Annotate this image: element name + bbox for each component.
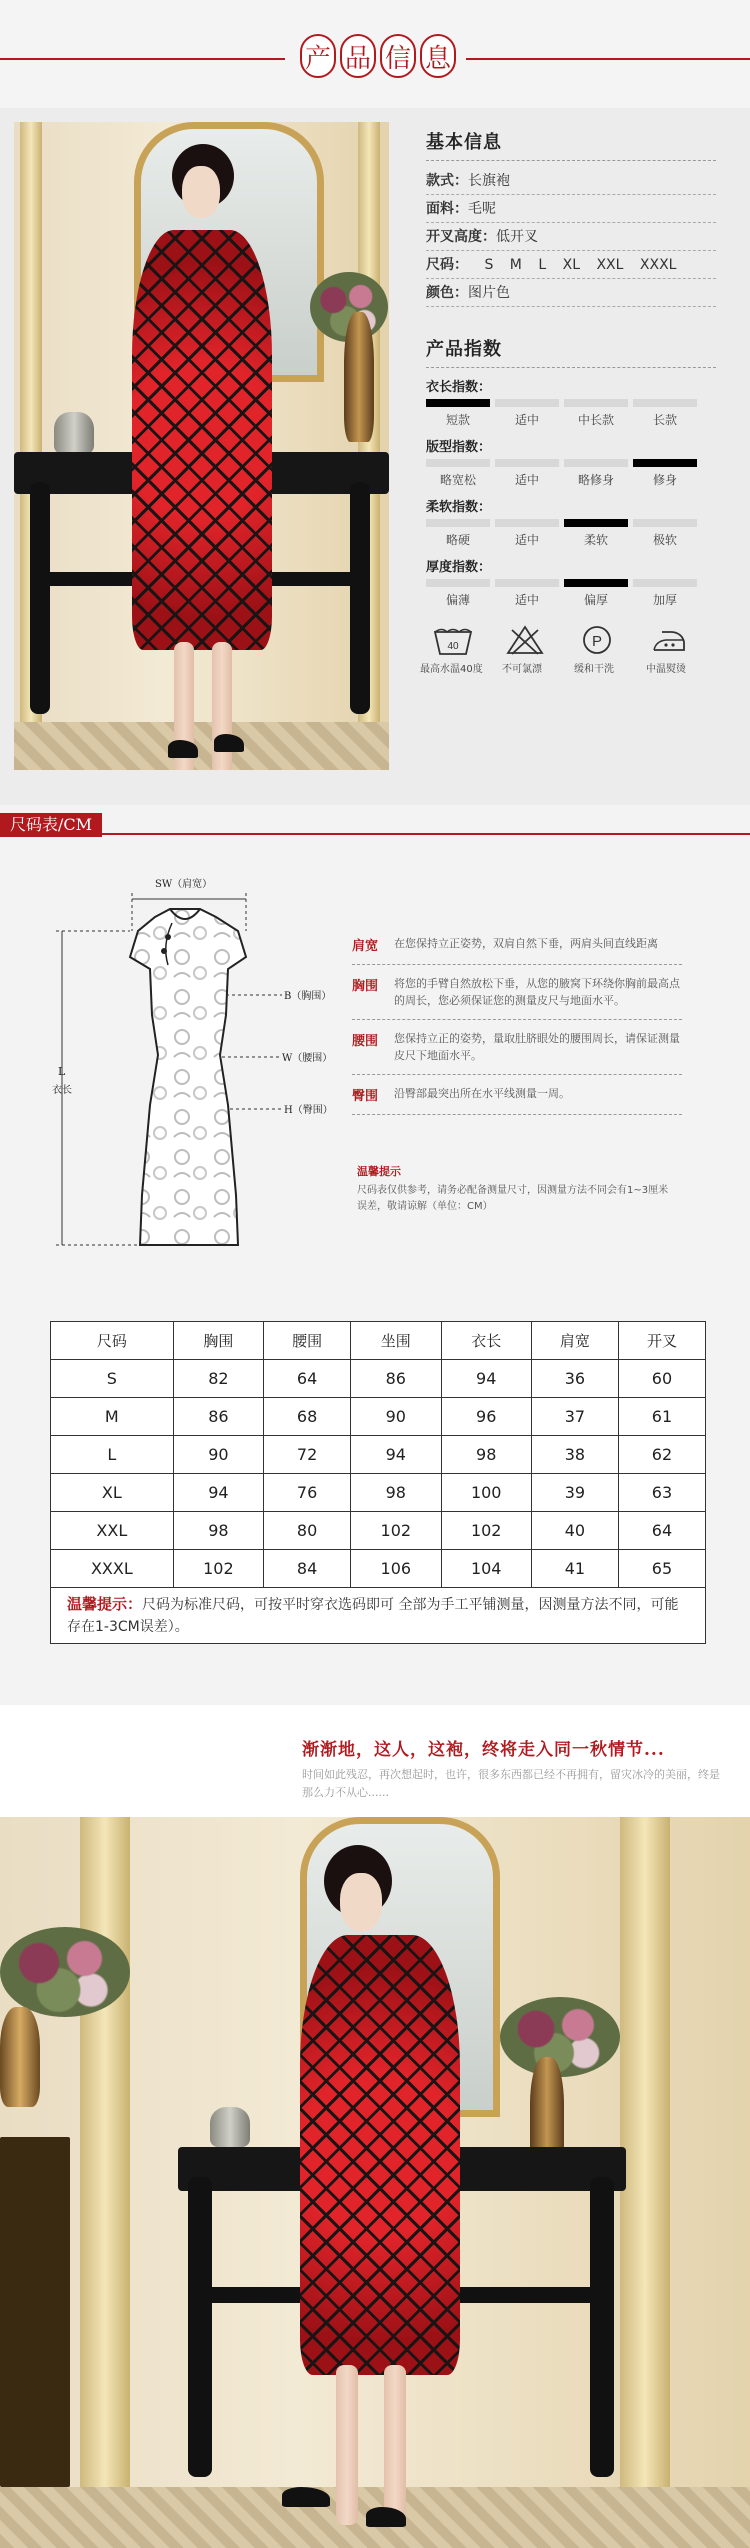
index-label: 中长款 — [577, 413, 614, 427]
index-segment — [426, 459, 490, 467]
measure-key: 肩宽 — [352, 939, 379, 954]
care-item — [570, 624, 624, 675]
table-cell: 37 — [531, 1398, 618, 1436]
table-cell: 90 — [173, 1436, 263, 1474]
table-cell: 64 — [618, 1512, 705, 1550]
index-labels — [426, 471, 716, 488]
index-segment — [495, 459, 559, 467]
title-char: 品 — [340, 34, 376, 78]
index-label: 长款 — [652, 413, 677, 427]
table-cell: 76 — [264, 1474, 351, 1512]
table-cell: 106 — [351, 1550, 441, 1588]
title-char: 信 — [380, 34, 416, 78]
measure-desc: 将您的手臂自然放松下垂，从您的腋窝下环绕你胸前最高点的周长，您必须保证您的测量皮尺与地面水平。 — [394, 977, 680, 1007]
table-header-cell: 坐围 — [351, 1322, 441, 1360]
index-segment — [633, 579, 697, 587]
label-l: L — [58, 1065, 66, 1078]
product-info-section — [0, 0, 750, 805]
table-cell: XXXL — [51, 1550, 174, 1588]
iron-medium-icon — [648, 624, 690, 656]
slogan-body: 时间如此残忍，再次想起时，也许，很多东西都已经不再拥有，留灾冰冷的美丽，终是那么力不从心...... — [302, 1768, 720, 1799]
index-segment-selected — [633, 459, 697, 467]
index-label: 柔软 — [583, 533, 608, 547]
table-row — [51, 1512, 706, 1550]
no-bleach-icon — [504, 624, 546, 656]
size-tip — [357, 1163, 677, 1215]
size-tip-text: 尺码表仅供参考，请务必配备测量尺寸，因测量方法不同会有1~3厘米误差，敬请谅解（单位：CM） — [357, 1185, 669, 1212]
index-bar — [426, 459, 716, 467]
info-value: 图片色 — [468, 285, 510, 301]
table-header-cell: 肩宽 — [531, 1322, 618, 1360]
index-label: 极软 — [652, 533, 677, 547]
info-value: 长旗袍 — [468, 173, 510, 189]
table-cell: 64 — [264, 1360, 351, 1398]
index-label: 加厚 — [652, 593, 677, 607]
size-table — [50, 1321, 706, 1644]
index-label: 短款 — [445, 413, 470, 427]
table-cell: 98 — [351, 1474, 441, 1512]
table-header-cell: 腰围 — [264, 1322, 351, 1360]
label-h: H（臀围） — [284, 1105, 333, 1116]
table-cell: 38 — [531, 1436, 618, 1474]
index-labels — [426, 591, 716, 608]
care-label: 最高水温40度 — [420, 664, 483, 675]
table-cell: 62 — [618, 1436, 705, 1474]
table-note-row — [51, 1588, 706, 1644]
label-w: W（腰围） — [282, 1053, 333, 1064]
care-label: 缓和干洗 — [574, 664, 614, 675]
index-bar — [426, 519, 716, 527]
index-title: 版型指数： — [426, 440, 492, 455]
size-divider — [0, 833, 750, 835]
table-note — [51, 1588, 706, 1644]
index-title: 柔软指数： — [426, 500, 492, 515]
table-cell: 104 — [441, 1550, 531, 1588]
info-key: 颜色： — [426, 285, 468, 301]
index-segment — [495, 519, 559, 527]
table-cell: XXL — [51, 1512, 174, 1550]
info-key: 尺码： — [426, 257, 468, 273]
table-header-cell: 衣长 — [441, 1322, 531, 1360]
table-cell: 68 — [264, 1398, 351, 1436]
table-header-row — [51, 1322, 706, 1360]
index-label: 适中 — [514, 533, 539, 547]
basic-info-heading: 基本信息 — [426, 132, 502, 153]
index-title: 衣长指数： — [426, 380, 492, 395]
table-note-body: 尺码为标准尺码，可按平时穿衣选码即可 全部为手工平铺测量，因测量方法不同，可能存在1-3CM误差）。 — [67, 1597, 679, 1635]
index-labels — [426, 531, 716, 548]
info-key: 款式： — [426, 173, 468, 189]
dry-clean-icon — [576, 624, 618, 656]
info-style-row — [426, 167, 716, 195]
index-segment — [426, 519, 490, 527]
size-chart-section — [0, 805, 750, 1705]
product-photo-lifestyle — [0, 1817, 750, 2548]
index-label: 略宽松 — [439, 473, 476, 487]
table-cell: 36 — [531, 1360, 618, 1398]
table-cell: 102 — [441, 1512, 531, 1550]
label-b: B（胸围） — [284, 991, 332, 1002]
info-value: 毛呢 — [468, 201, 496, 217]
table-cell: 84 — [264, 1550, 351, 1588]
table-cell: 100 — [441, 1474, 531, 1512]
table-cell: XL — [51, 1474, 174, 1512]
info-key: 开叉高度： — [426, 229, 496, 245]
info-fabric-row — [426, 195, 716, 223]
title-divider-right — [466, 58, 750, 60]
label-length: 衣长 — [52, 1085, 72, 1096]
table-cell: 90 — [351, 1398, 441, 1436]
wash-temp: 40 — [447, 641, 459, 652]
size-chart-tag: 尺码表/CM — [0, 813, 102, 837]
index-bar — [426, 399, 716, 407]
index-segment — [495, 399, 559, 407]
table-cell: 82 — [173, 1360, 263, 1398]
index-label: 偏厚 — [583, 593, 608, 607]
index-title: 厚度指数： — [426, 560, 492, 575]
care-label: 不可氯漂 — [502, 664, 542, 675]
size-option: XL — [562, 257, 580, 273]
title-char: 息 — [420, 34, 456, 78]
table-row — [51, 1436, 706, 1474]
index-segment — [564, 399, 628, 407]
index-label: 适中 — [514, 413, 539, 427]
index-label: 略修身 — [577, 473, 614, 487]
table-cell: 72 — [264, 1436, 351, 1474]
title-char: 产 — [300, 34, 336, 78]
table-cell: 94 — [173, 1474, 263, 1512]
index-label: 偏薄 — [445, 593, 470, 607]
table-cell: 65 — [618, 1550, 705, 1588]
product-photo-front — [14, 122, 389, 770]
size-option: L — [538, 257, 547, 273]
svg-text:P: P — [591, 633, 603, 650]
index-segment-selected — [426, 399, 490, 407]
info-slit-row — [426, 223, 716, 251]
slogan-block — [302, 1735, 722, 1802]
info-size-row — [426, 251, 716, 279]
table-cell: 40 — [531, 1512, 618, 1550]
table-header-cell: 胸围 — [173, 1322, 263, 1360]
table-cell: 96 — [441, 1398, 531, 1436]
size-option: M — [509, 257, 522, 273]
table-row — [51, 1360, 706, 1398]
table-cell: 94 — [351, 1436, 441, 1474]
table-row — [51, 1550, 706, 1588]
table-cell: 63 — [618, 1474, 705, 1512]
table-cell: 80 — [264, 1512, 351, 1550]
lifestyle-section — [0, 1705, 750, 2548]
section-title — [300, 34, 456, 78]
slogan-headline: 渐渐地，这人，这袍，终将走入同一秋情节... — [302, 1740, 665, 1760]
measure-desc: 在您保持立正姿势，双肩自然下垂，两肩头间直线距离 — [394, 937, 658, 950]
index-label: 适中 — [514, 473, 539, 487]
info-panel — [420, 128, 716, 675]
table-header-cell: 尺码 — [51, 1322, 174, 1360]
index-bar — [426, 579, 716, 587]
measure-row — [352, 965, 682, 1020]
index-segment — [633, 519, 697, 527]
indices-heading: 产品指数 — [426, 339, 502, 360]
table-cell: 102 — [173, 1550, 263, 1588]
index-segment-selected — [564, 519, 628, 527]
measure-key: 胸围 — [352, 979, 379, 994]
care-label: 中温熨烫 — [646, 664, 686, 675]
table-cell: M — [51, 1398, 174, 1436]
size-tip-title: 温馨提示 — [357, 1165, 401, 1178]
info-value: 低开叉 — [496, 229, 538, 245]
care-item — [420, 624, 483, 675]
measure-row — [352, 1020, 682, 1075]
index-segment-selected — [564, 579, 628, 587]
index-label: 修身 — [652, 473, 677, 487]
indices-list — [426, 376, 716, 608]
info-color-row — [426, 279, 716, 307]
table-cell: 39 — [531, 1474, 618, 1512]
measure-row — [352, 1075, 682, 1115]
measure-guide — [352, 925, 682, 1115]
measurement-diagram — [50, 865, 340, 1285]
size-option: XXXL — [639, 257, 677, 273]
table-cell: 86 — [173, 1398, 263, 1436]
table-cell: 102 — [351, 1512, 441, 1550]
info-key: 面料： — [426, 201, 468, 217]
measure-desc: 您保持立正的姿势，量取肚脐眼处的腰围周长，请保证测量皮尺下地面水平。 — [394, 1032, 680, 1062]
measure-desc: 沿臀部最突出所在水平线测量一周。 — [394, 1087, 570, 1100]
table-cell: 60 — [618, 1360, 705, 1398]
label-sw: SW（肩宽） — [155, 879, 213, 890]
table-cell: 98 — [441, 1436, 531, 1474]
table-cell: 86 — [351, 1360, 441, 1398]
index-segment — [633, 399, 697, 407]
measure-row — [352, 925, 682, 965]
index-label: 适中 — [514, 593, 539, 607]
table-cell: 41 — [531, 1550, 618, 1588]
title-band — [0, 0, 750, 108]
table-cell: 94 — [441, 1360, 531, 1398]
care-icons — [420, 624, 716, 675]
index-label: 略硬 — [445, 533, 470, 547]
table-cell: L — [51, 1436, 174, 1474]
care-item — [642, 624, 696, 675]
table-cell: S — [51, 1360, 174, 1398]
index-labels — [426, 411, 716, 428]
table-row — [51, 1398, 706, 1436]
table-row — [51, 1474, 706, 1512]
measure-key: 腰围 — [352, 1034, 379, 1049]
index-segment — [495, 579, 559, 587]
wash-40-icon — [432, 624, 474, 656]
measure-key: 臀围 — [352, 1089, 379, 1104]
title-divider-left — [0, 58, 285, 60]
care-item — [498, 624, 552, 675]
index-segment — [564, 459, 628, 467]
table-header-cell: 开叉 — [618, 1322, 705, 1360]
table-cell: 61 — [618, 1398, 705, 1436]
index-segment — [426, 579, 490, 587]
table-cell: 98 — [173, 1512, 263, 1550]
table-note-head: 温馨提示： — [67, 1595, 143, 1613]
size-option: XXL — [596, 257, 624, 273]
size-option: S — [484, 257, 494, 273]
